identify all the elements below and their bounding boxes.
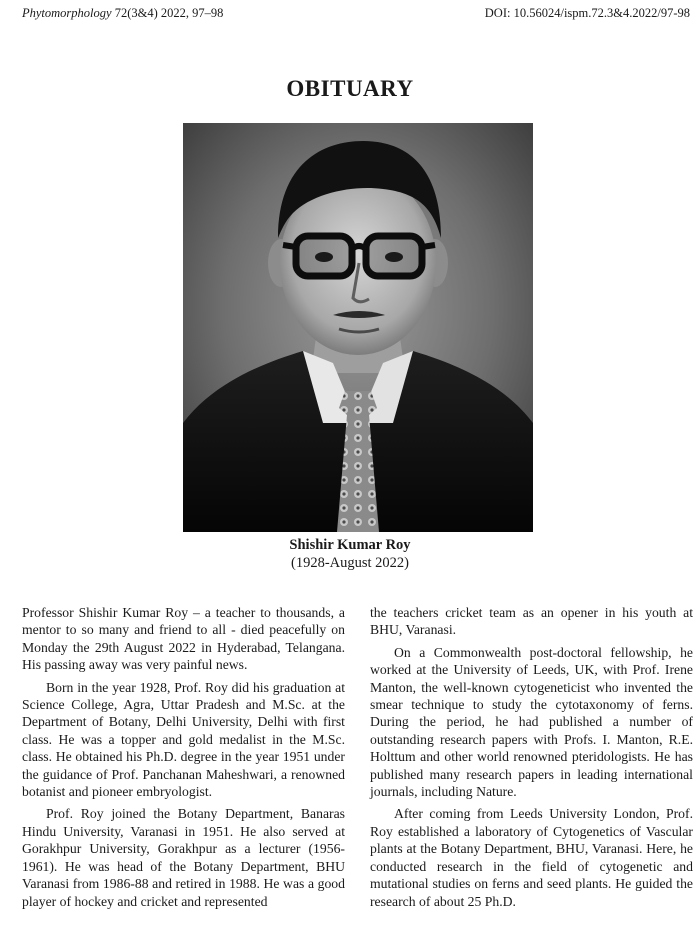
portrait-caption-years: (1928-August 2022) — [290, 555, 409, 571]
paragraph: the teachers cricket team as an opener in his youth at BHU, Varanasi. — [370, 605, 693, 638]
paragraph: After coming from Leeds University London, Prof. Roy established a laboratory of Cytogenetics of Vascular plants at the Botany Department, BHU, Varanasi. Here, he conducted research in the field of cytogenetic and mutational studies on ferns and seed plants. He guided the research of about 25 Ph.D. — [370, 806, 693, 909]
journal-volume: 72(3&4) 2022, 97–98 — [111, 6, 224, 20]
doi-link[interactable]: DOI: 10.56024/ispm.72.3&4.2022/97-98 — [484, 6, 690, 20]
paragraph: Professor Shishir Kumar Roy – a teacher to thousands, a mentor to so many and friend to all - died peacefully on Monday the 29th August 2022 in Hyderabad, Telangana. His passing away was very painful news. — [22, 605, 345, 673]
left-column — [22, 604, 345, 915]
journal-citation — [22, 6, 223, 21]
portrait-photo — [183, 123, 533, 532]
paragraph: On a Commonwealth post-doctoral fellowship, he worked at the University of Leeds, UK, with Prof. Irene Manton, the well-known cytogeneticist who invented the smear technique to study the cytotaxonomy of ferns. During the period, he had published a number of outstanding research papers with Profs. I. Manton, R.E. Holttum and other world renowned pteridologists. He has published many research papers in leading international journals, including Nature. — [370, 644, 693, 800]
right-column — [370, 604, 693, 915]
journal-name: Phytomorphology — [22, 6, 112, 20]
page-title: OBITUARY — [286, 76, 414, 101]
portrait-caption-name: Shishir Kumar Roy — [289, 537, 411, 553]
paragraph: Prof. Roy joined the Botany Department, Banaras Hindu University, Varanasi in 1951. He also served at Gorakhpur University, Gorakhpur as a lecturer (1956-1961). He was head of the Botany Department, BHU Varanasi from 1986-88 and retired in 1988. He was a good player of hockey and cricket and represented — [22, 806, 345, 909]
running-header — [22, 6, 690, 24]
paragraph: Born in the year 1928, Prof. Roy did his graduation at Science College, Agra, Uttar Pradesh and M.Sc. at the Department of Botany, Delhi University, Delhi with first class. He was a topper and gold medalist in the M.Sc. class. He obtained his Ph.D. degree in the year 1951 under the guidance of Prof. Panchanan Maheshwari, a renowned botanist and pioneer embryologist. — [22, 679, 345, 800]
